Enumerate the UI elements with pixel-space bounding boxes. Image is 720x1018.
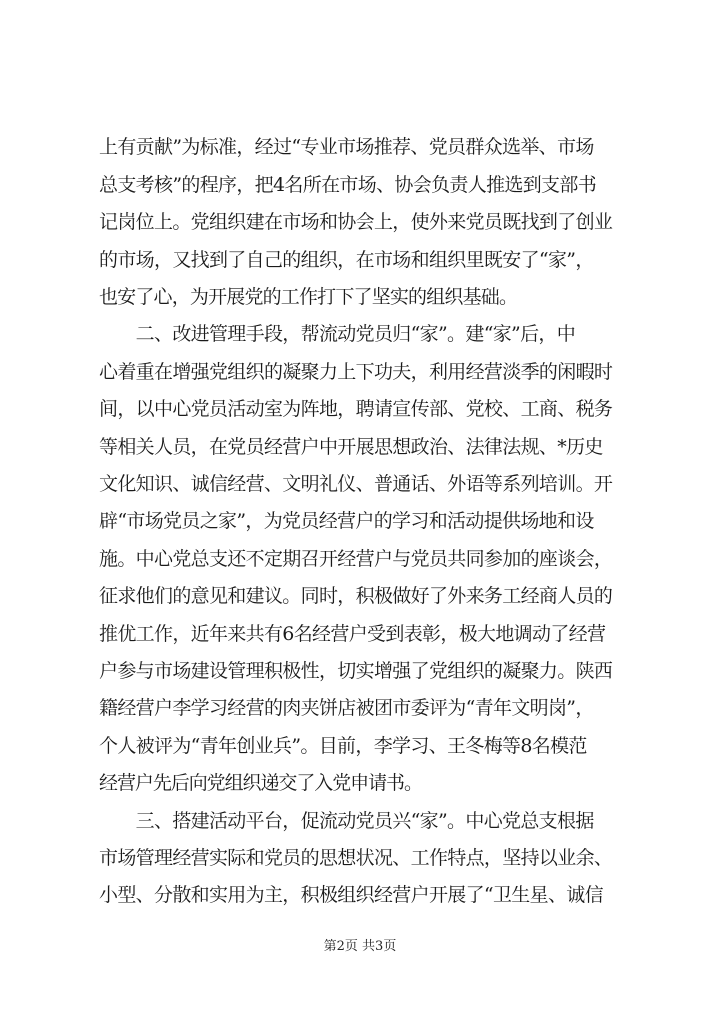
section-heading-line: 三、搭建活动平台，促流动党员兴“家”。中心党总支根据 <box>99 810 594 832</box>
body-text-line: 户参与市场建设管理积极性，切实增强了党组织的凝聚力。陕西 <box>99 660 613 682</box>
body-text-line: 经营户先后向党组织递交了入党申请书。 <box>99 772 422 794</box>
body-text-line: 上有贡献”为标准，经过“专业市场推荐、党员群众选举、市场 <box>99 136 594 158</box>
body-text-line: 记岗位上。党组织建在市场和协会上，使外来党员既找到了创业 <box>99 211 613 233</box>
body-text-line: 总支考核”的程序，把4名所在市场、协会负责人推选到支部书 <box>99 174 597 196</box>
body-text-line: 征求他们的意见和建议。同时，积极做好了外来务工经商人员的 <box>99 585 613 607</box>
body-text-line: 也安了心，为开展党的工作打下了坚实的组织基础。 <box>99 286 518 308</box>
body-text-line: 小型、分散和实用为主，积极组织经营户开展了“卫生星、诚信 <box>99 884 603 906</box>
body-text-line: 辟“市场党员之家”，为党员经营户的学习和活动提供场地和设 <box>99 510 594 532</box>
body-text-line: 施。中心党总支还不定期召开经营户与党员共同参加的座谈会， <box>99 548 613 570</box>
body-text-line: 籍经营户李学习经营的肉夹饼店被团市委评为“青年文明岗”， <box>99 697 594 719</box>
section-heading-line: 二、改进管理手段，帮流动党员归“家”。建“家”后，中 <box>99 323 576 345</box>
body-text-line: 文化知识、诚信经营、文明礼仪、普通话、外语等系列培训。开 <box>99 473 613 495</box>
body-text-line: 市场管理经营实际和党员的思想状况、工作特点，坚持以业余、 <box>99 847 613 869</box>
page-number-footer: 第2页 共3页 <box>323 939 397 954</box>
body-text-line: 等相关人员，在党员经营户中开展思想政治、法律法规、*历史 <box>99 436 603 458</box>
body-text-line: 间，以中心党员活动室为阵地，聘请宣传部、党校、工商、税务 <box>99 398 613 420</box>
body-text-line: 心着重在增强党组织的凝聚力上下功夫，利用经营淡季的闲暇时 <box>99 361 613 383</box>
body-text-line: 个人被评为“青年创业兵”。目前，李学习、王冬梅等8名模范 <box>99 735 587 757</box>
body-text-line: 推优工作，近年来共有6名经营户受到表彰，极大地调动了经营 <box>99 623 606 645</box>
body-text-line: 的市场，又找到了自己的组织，在市场和组织里既安了“家”， <box>99 249 594 271</box>
